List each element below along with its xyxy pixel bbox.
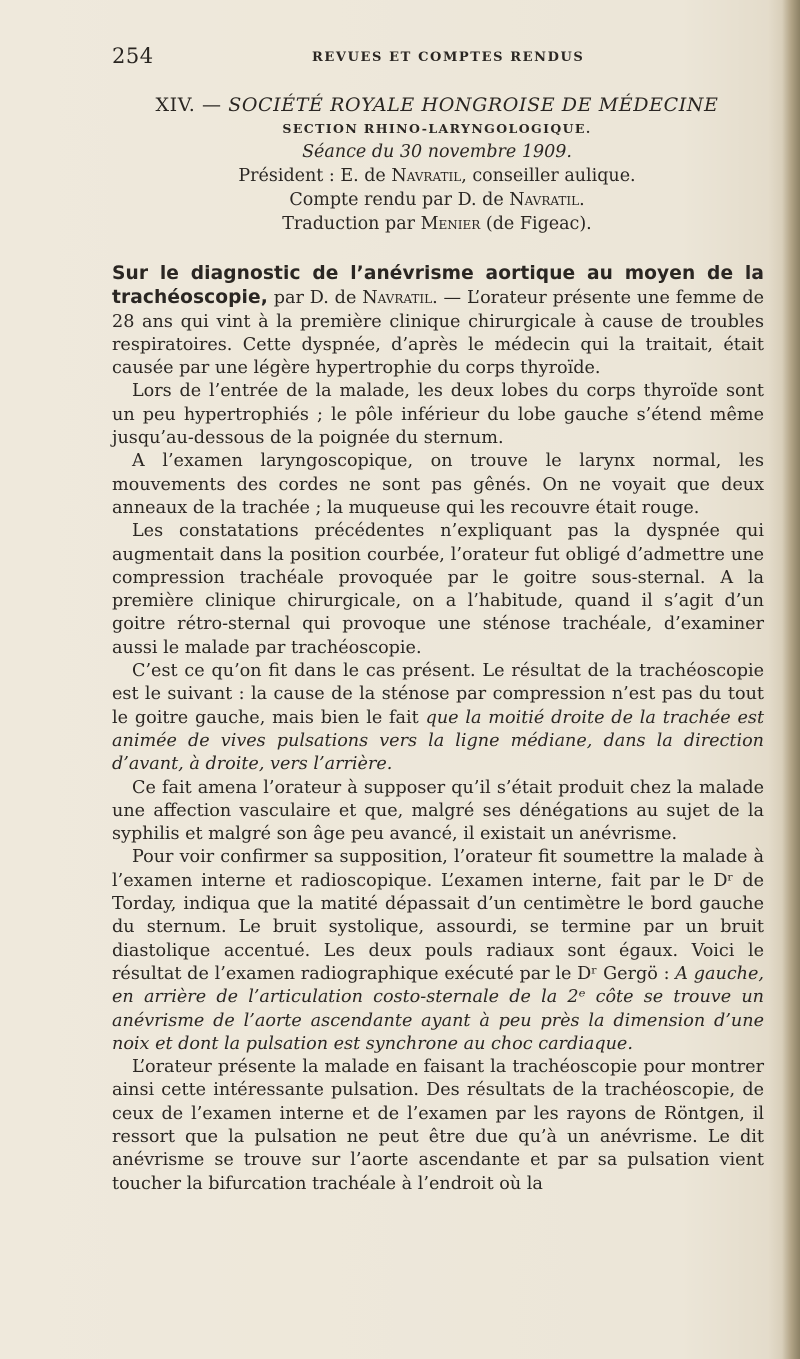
paragraph-text: . — L’orateur présente une femme de 28 ans qui vint à la première clinique chirurgicale à cause de troubles respiratoires. Cette dyspnée, d’après le médecin qui la traitait, était causée par une légère hypertrophie du corps thyroïde. bbox=[112, 288, 764, 379]
report-line bbox=[112, 188, 762, 212]
paragraph: A l’examen laryngoscopique, on trouve le larynx normal, les mouvements des cordes ne sont pas gênés. On ne voyait que deux anneaux de la trachée ; la muqueuse qui les recouvre était rouge. bbox=[112, 451, 764, 518]
paragraph bbox=[112, 660, 764, 776]
report-label: Compte rendu par D. de bbox=[289, 190, 504, 210]
society-name: SOCIÉTÉ ROYALE HONGROISE DE MÉDECINE bbox=[228, 94, 719, 116]
paragraph-text: Pour voir confirmer sa supposition, l’orateur fit soumettre la malade à l’examen interne et radioscopique. L’examen interne, fait par le Dʳ de Torday, indiqua que la matité dépassait d’un centimètre le bord gauche du sternum. Le bruit systolique, assourdi, se termine par un bruit diastolique accentué. Les deux pouls radiaux sont égaux. Voici le résultat de l’examen radiographique exécuté par le Dʳ Gergö : bbox=[112, 847, 764, 984]
page-number: 254 bbox=[112, 44, 154, 68]
paragraph: Lors de l’entrée de la malade, les deux lobes du corps thyroïde sont un peu hypertrophiés ; le pôle inférieur du lobe gauche s’étend même jusqu’au-dessous de la poignée du sternum. bbox=[112, 381, 764, 449]
president-label: Président : E. de bbox=[238, 166, 386, 186]
section-heading bbox=[112, 92, 762, 236]
byline-author: Navratil bbox=[362, 288, 433, 309]
president-role: , conseiller aulique. bbox=[461, 166, 636, 186]
translation-line bbox=[112, 212, 762, 236]
byline-prefix: par D. de bbox=[273, 288, 357, 309]
president-line bbox=[112, 164, 762, 188]
article-body bbox=[112, 262, 764, 1196]
society-heading bbox=[112, 92, 762, 118]
article-title: Sur le diagnostic de l’anévrisme aortique au moyen de la trachéoscopie, bbox=[112, 263, 764, 309]
paragraph: Les constatations précédentes n’expliquant pas la dyspnée qui augmentait dans la position courbée, l’orateur fut obligé d’admettre une compression trachéale provoquée par le goitre sous-sternal. A la première clinique chirurgicale, on a l’habitude, quand il s’agit d’un goitre rétro-sternal qui provoque une sténose trachéale, d’examiner aussi le malade par trachéoscopie. bbox=[112, 521, 764, 658]
emphasis-text: A gauche, en arrière de l’articulation costo-sternale de la 2ᵉ côte se trouve un anévrisme de l’aorte ascendante ayant à peu près la dimension d’une noix et dont la pulsation est synchrone au choc cardiaque. bbox=[112, 963, 765, 1054]
paragraph bbox=[112, 846, 764, 1056]
translator-place: (de Figeac). bbox=[485, 214, 592, 234]
president-name: Navratil bbox=[391, 166, 462, 186]
session-date: Séance du 30 novembre 1909. bbox=[302, 142, 572, 162]
paragraph-text: C’est ce qu’on fit dans le cas présent. Le résultat de la trachéoscopie est le suivant : la cause de la sténose par compression n’est pas du tout le goitre gauche, mais bien le fait bbox=[112, 661, 764, 728]
emphasis-text: que la moitié droite de la trachée est animée de vives pulsations vers la ligne médiane, dans la direction d’avant, à droite, vers l’arrière. bbox=[112, 707, 765, 775]
section-number: XIV. — bbox=[155, 94, 222, 116]
report-author: Navratil bbox=[509, 190, 580, 210]
paragraph: L’orateur présente la malade en faisant la trachéoscopie pour montrer ainsi cette intéressante pulsation. Des résultats de la trachéoscopie, de ceux de l’examen interne et de l’examen par les rayons de Röntgen, il ressort que la pulsation ne peut être due qu’à un anévrisme. Le dit anévrisme se trouve sur l’aorte ascendante et par sa pulsation vient toucher la bifurcation trachéale à l’endroit où la bbox=[112, 1057, 764, 1194]
report-end: . bbox=[579, 190, 585, 210]
subsection-title: SECTION RHINO-LARYNGOLOGIQUE. bbox=[282, 121, 592, 136]
page-edge-shadow bbox=[782, 0, 800, 1359]
running-head bbox=[112, 44, 762, 74]
translator-name: Menier bbox=[420, 214, 481, 234]
translation-label: Traduction par bbox=[282, 214, 415, 234]
paragraph: Ce fait amena l’orateur à supposer qu’il s’était produit chez la malade une affection vasculaire et que, malgré ses dénégations au sujet de la syphilis et malgré son âge peu avancé, il existait un anévrisme. bbox=[112, 777, 764, 845]
paragraph bbox=[112, 262, 764, 380]
running-title: REVUES ET COMPTES RENDUS bbox=[312, 50, 585, 65]
